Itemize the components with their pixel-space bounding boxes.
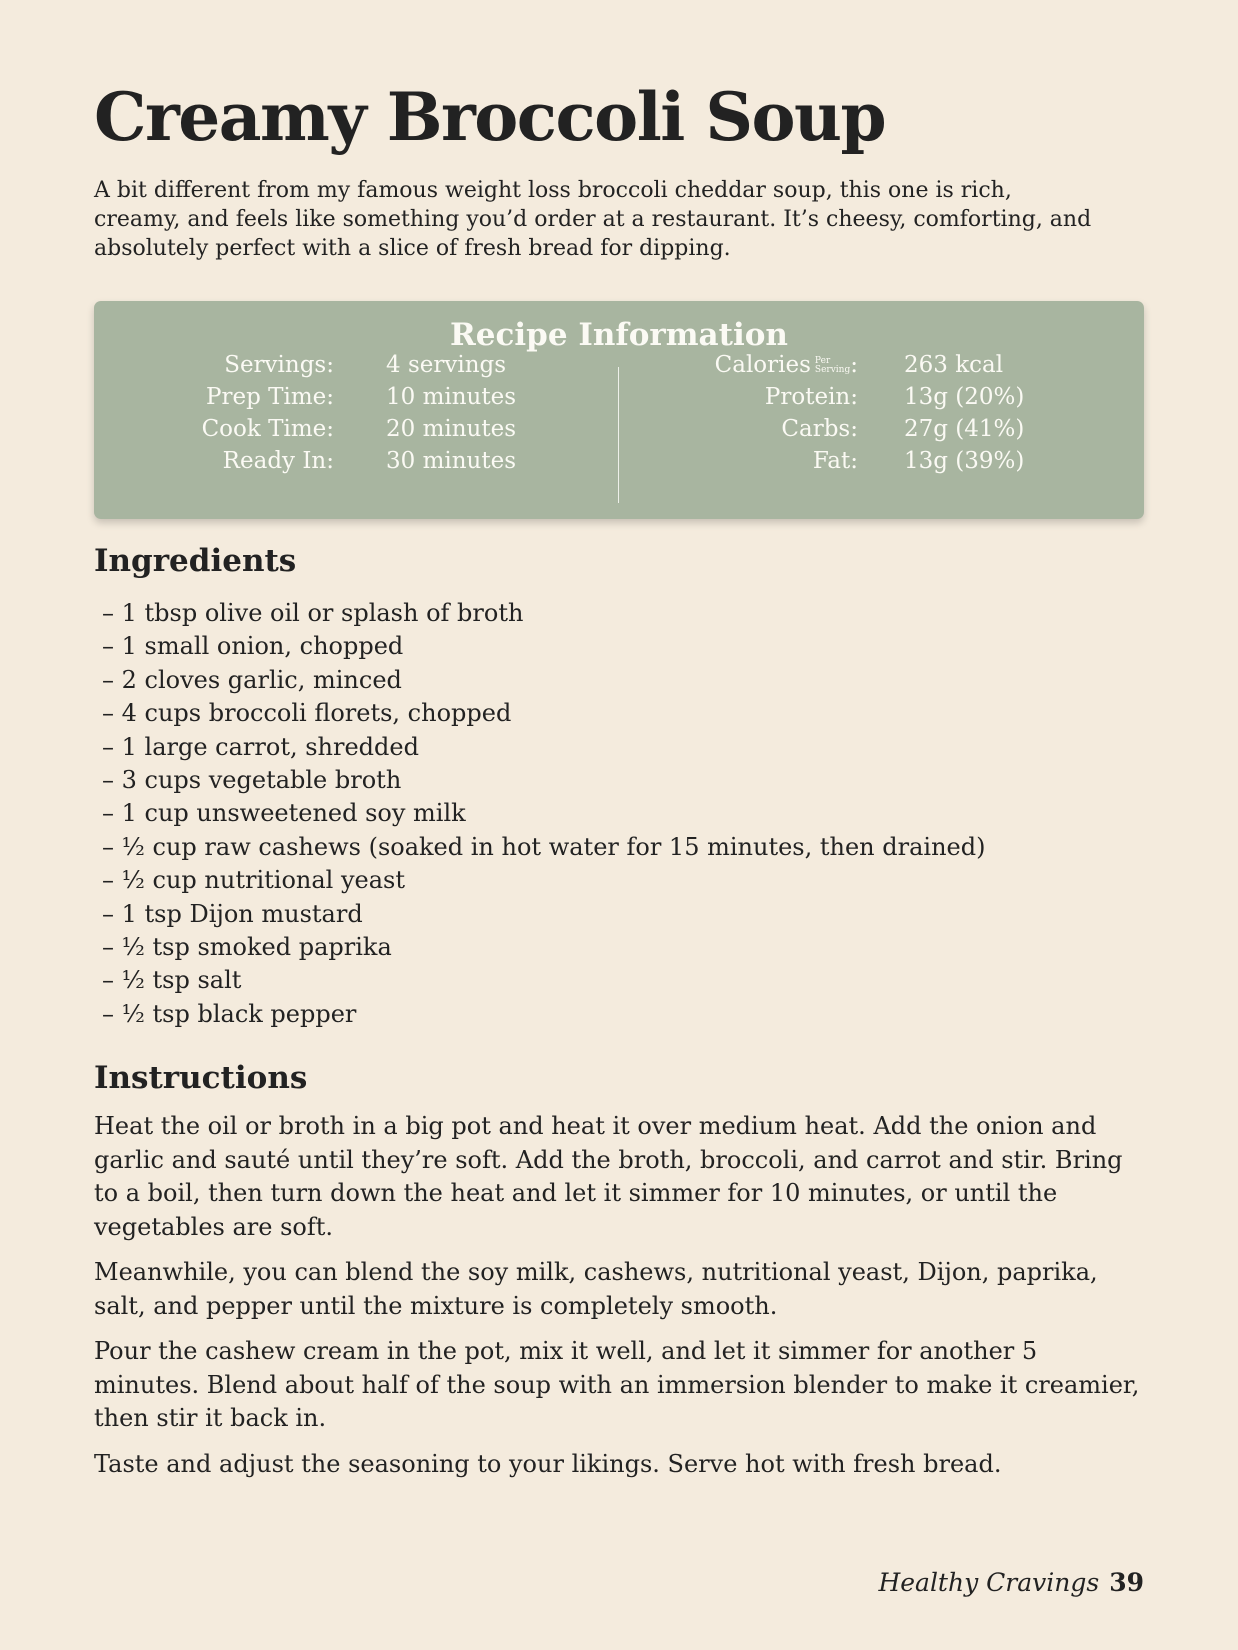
serving-text: Serving: [814, 365, 851, 375]
per-text: Per: [814, 356, 831, 366]
ingredient-item: – 4 cups broccoli florets, chopped: [102, 699, 512, 728]
ingredient-item: – ½ tsp salt: [102, 966, 242, 995]
recipe-intro: A bit different from my famous weight loss broccoli cheddar soup, this one is rich, creamy, and feels like something you’d order at a restaurant. It’s cheesy, comforting, and absolutely perfect with a slice of fresh bread for dipping.: [94, 178, 1092, 261]
instruction-paragraph: Heat the oil or broth in a big pot and heat it over medium heat. Add the onion and garlic and sauté until they’re soft. Add the broth, broccoli, and carrot and stir. Bring to a boil, then turn down the heat and let it simmer for 10 minutes, or until the vegetables are soft.: [94, 1112, 1123, 1241]
ingredient-item: – 3 cups vegetable broth: [102, 766, 402, 795]
ingredient-item: – ½ tsp smoked paprika: [102, 933, 392, 962]
per-serving-note: [815, 357, 850, 375]
prep-time-value: 10 minutes: [386, 384, 517, 410]
calories-text: Calories: [714, 352, 811, 378]
recipe-title: Creamy Broccoli Soup: [94, 78, 886, 156]
calories-label: [518, 349, 858, 381]
fat-label: Fat:: [812, 448, 858, 474]
page-number: 39: [1109, 1568, 1144, 1597]
servings-label: Servings:: [224, 352, 334, 378]
protein-value: 13g (20%): [904, 384, 1025, 410]
recipe-information-box: [94, 301, 1144, 519]
carbs-value: 27g (41%): [904, 416, 1025, 442]
ingredient-item: – 2 cloves garlic, minced: [102, 665, 402, 694]
instruction-paragraph: Taste and adjust the seasoning to your likings. Serve hot with fresh bread.: [94, 1449, 1002, 1478]
protein-label: Protein:: [764, 384, 858, 410]
ingredient-item: – ½ cup nutritional yeast: [102, 866, 405, 895]
ingredient-item: – 1 cup unsweetened soy milk: [102, 799, 466, 828]
cook-time-value: 20 minutes: [386, 416, 517, 442]
ingredients-heading: Ingredients: [94, 543, 297, 579]
cook-time-label: Cook Time:: [201, 416, 334, 442]
prep-time-label: Prep Time:: [206, 384, 334, 410]
instructions-heading: Instructions: [94, 1060, 308, 1096]
instructions-body: [94, 1110, 1144, 1493]
page-footer: [878, 1568, 1144, 1597]
ready-in-label: Ready In:: [222, 448, 334, 474]
fat-value: 13g (39%): [904, 448, 1025, 474]
calories-value: 263 kcal: [904, 352, 1004, 378]
ingredients-list: [102, 597, 985, 1031]
ingredient-item: – 1 large carrot, shredded: [102, 732, 419, 761]
instruction-paragraph: Pour the cashew cream in the pot, mix it well, and let it simmer for another 5 minutes. Blend about half of the soup with an immersion blender to make it creamier, then stir it back in.: [94, 1337, 1140, 1432]
instruction-paragraph: Meanwhile, you can blend the soy milk, cashews, nutritional yeast, Dijon, paprika, salt, and pepper until the mixture is completely smooth.: [94, 1258, 1098, 1320]
calories-colon: :: [850, 352, 858, 378]
ingredient-item: – 1 tbsp olive oil or splash of broth: [102, 599, 524, 627]
ready-in-value: 30 minutes: [386, 448, 517, 474]
ingredient-item: – ½ tsp black pepper: [102, 999, 357, 1028]
ingredient-item: – 1 tsp Dijon mustard: [102, 899, 363, 928]
recipe-information-heading: Recipe Information: [450, 317, 788, 353]
servings-value: 4 servings: [386, 352, 507, 378]
book-title: Healthy Cravings: [878, 1568, 1100, 1597]
ingredient-item: – ½ cup raw cashews (soaked in hot water for 15 minutes, then drained): [102, 832, 986, 861]
carbs-label: Carbs:: [781, 416, 858, 442]
ingredient-item: – 1 small onion, chopped: [102, 632, 404, 661]
